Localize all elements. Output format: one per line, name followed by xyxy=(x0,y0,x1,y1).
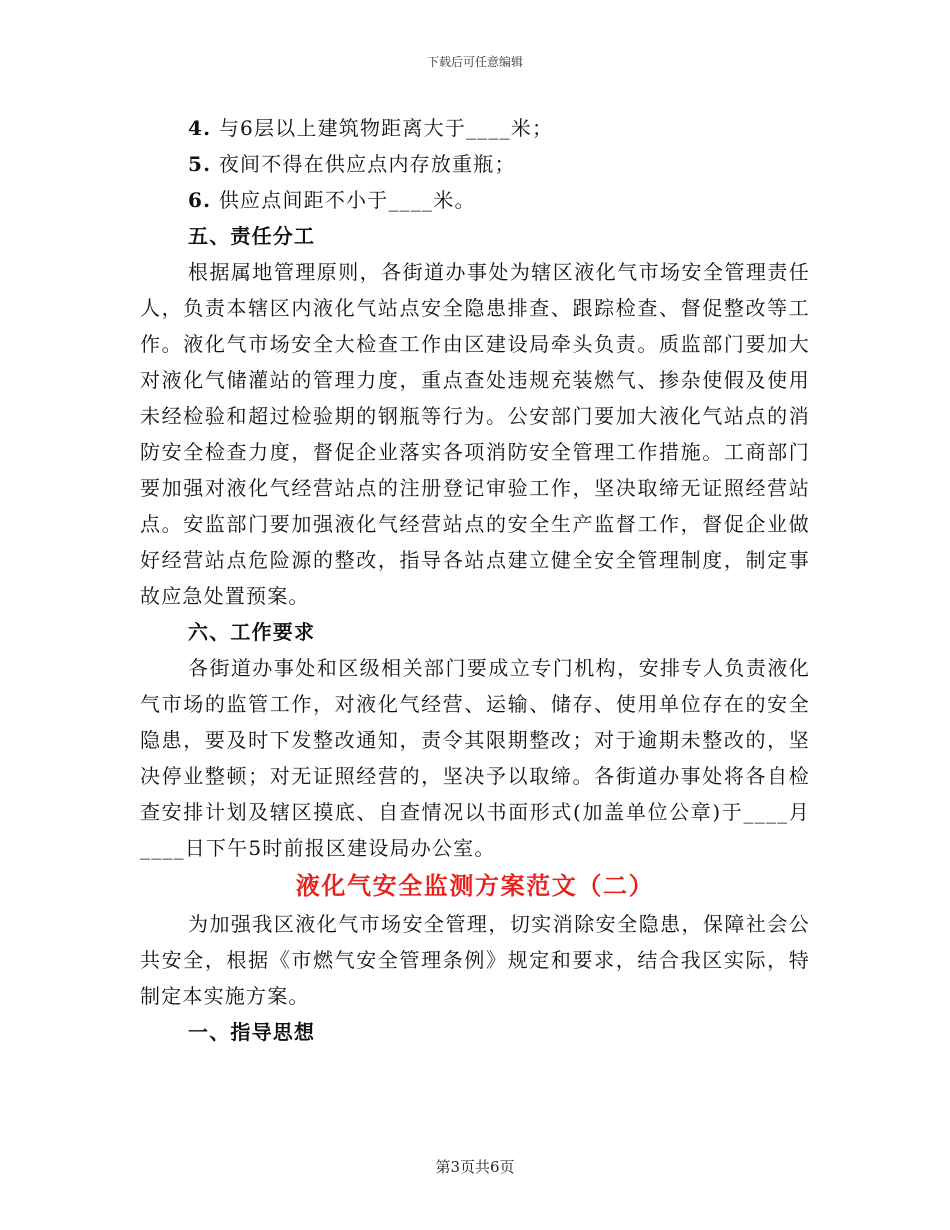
list-item-text: 夜间不得在供应点内存放重瓶； xyxy=(218,152,516,176)
list-item-number: 4. xyxy=(188,116,212,140)
page-number: 第3页共6页 xyxy=(435,1158,515,1176)
page-header-note: 下载后可任意编辑 xyxy=(426,55,523,69)
section-heading-requirements: 六、工作要求 xyxy=(188,620,316,644)
section-paragraph-responsibilities: 根据属地管理原则，各街道办事处为辖区液化气市场安全管理责任人，负责本辖区内液化气站点安全隐患排查、跟踪检查、督促整改等工作。液化气市场安全大检查工作由区建设局牵头负责。质监部门要加大对液化气储灌站的管理力度，重点查处违规充装燃气、掺杂使假及使用未经检验和超过检验期的钢瓶等行为。公安部门要加大液化气站点的消防安全检查力度，督促企业落实各项消防安全管理工作措施。工商部门要加强对液化气经营站点的注册登记审验工作，坚决取缔无证照经营站点。安监部门要加强液化气经营站点的安全生产监督工作，督促企业做好经营站点危险源的整改，指导各站点建立健全安全管理制度，制定事故应急处置预案。 xyxy=(140,260,810,608)
document-body xyxy=(140,110,810,1050)
list-item xyxy=(140,146,810,182)
section-heading-guiding-principle: 一、指导思想 xyxy=(188,1020,316,1044)
section-paragraph-requirements: 各街道办事处和区级相关部门要成立专门机构，安排专人负责液化气市场的监管工作，对液化气经营、运输、储存、使用单位存在的安全隐患，要及时下发整改通知，责令其限期整改；对于逾期未整改的，坚决停业整顿；对无证照经营的，坚决予以取缔。各街道办事处将各自检查安排计划及辖区摸底、自查情况以书面形式(加盖单位公章)于____月____日下午5时前报区建设局办公室。 xyxy=(140,656,810,860)
list-item xyxy=(140,110,810,146)
list-item-number: 6. xyxy=(188,188,212,212)
section-heading-responsibilities: 五、责任分工 xyxy=(188,224,316,248)
list-item-text: 与6层以上建筑物距离大于____米； xyxy=(218,116,554,140)
list-item xyxy=(140,182,810,218)
list-item-text: 供应点间距不小于____米。 xyxy=(218,188,476,212)
intro-paragraph: 为加强我区液化气市场安全管理，切实消除安全隐患，保障社会公共安全，根据《市燃气安全管理条例》规定和要求，结合我区实际，特制定本实施方案。 xyxy=(140,912,810,1008)
list-item-number: 5. xyxy=(188,152,212,176)
document-title: 液化气安全监测方案范文（二） xyxy=(295,871,655,900)
